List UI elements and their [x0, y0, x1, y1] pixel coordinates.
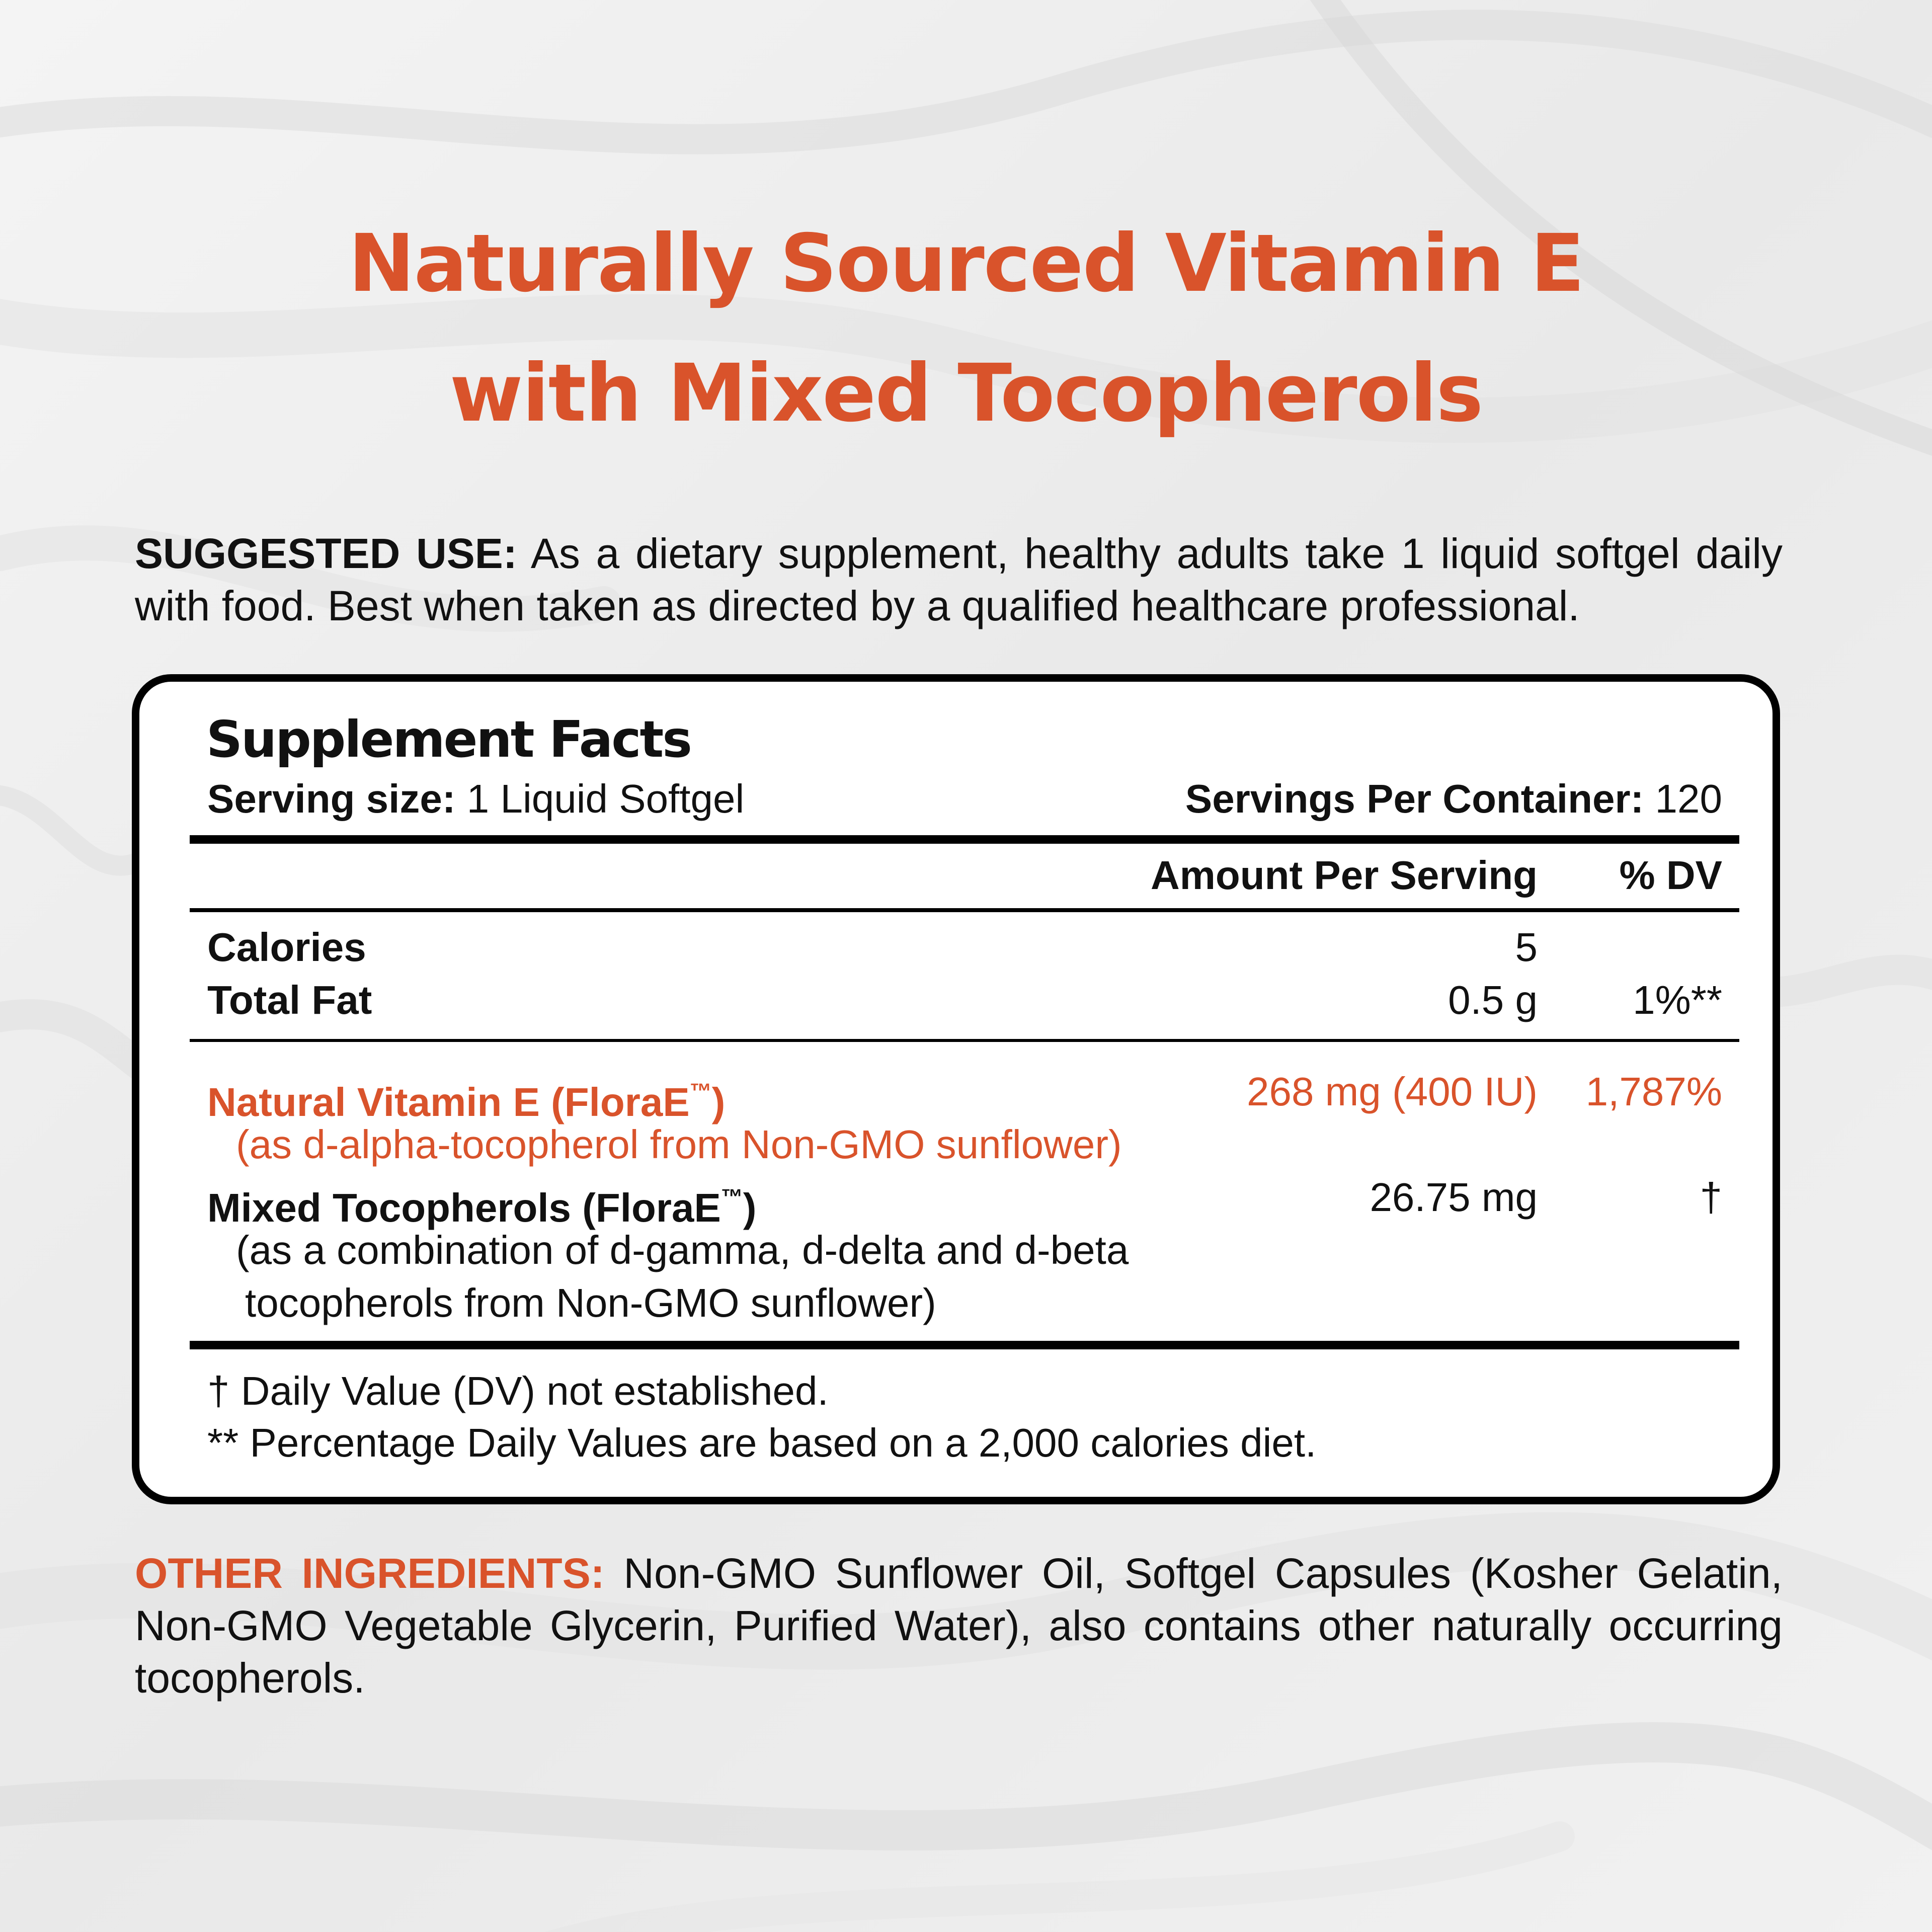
divider-header [190, 908, 1739, 912]
footnote-dv-not-established: † Daily Value (DV) not established. [207, 1369, 829, 1413]
supplement-facts-panel [132, 674, 1780, 1504]
vitamin-e-name [207, 1067, 725, 1128]
vitamin-e-dv: 1,787% [1585, 1069, 1722, 1114]
column-header-amount: Amount Per Serving [1150, 853, 1538, 898]
suggested-use-paragraph [135, 527, 1783, 632]
supplement-facts-heading: Supplement Facts [206, 710, 691, 769]
mixed-tocopherols-amount: 26.75 mg [1370, 1175, 1538, 1220]
title-line-1: Naturally Sourced Vitamin E [348, 217, 1584, 310]
vitamin-e-label: Natural Vitamin E (FloraE [207, 1080, 690, 1124]
other-ingredients-text: Non-GMO Sunflower Oil, Softgel Capsules (Kosher Gelatin, Non-GMO Vegetable Glycerin, Purified Water), also contains other naturally occurring tocopherols. [135, 1550, 1783, 1702]
servings-per-container-value: 120 [1644, 776, 1722, 821]
mixed-tocopherols-name [207, 1172, 757, 1233]
serving-size-value: 1 Liquid Softgel [455, 776, 745, 821]
mixed-tocopherols-source-line-1: (as a combination of d-gamma, d-delta and d-beta [236, 1228, 1129, 1272]
suggested-use-text: As a dietary supplement, healthy adults take 1 liquid softgel daily with food. Best when taken as directed by a qualified healthcare professional. [135, 530, 1783, 629]
page-title [0, 199, 1932, 458]
nutrient-name-total-fat: Total Fat [207, 978, 372, 1022]
serving-size-label: Serving size: [207, 776, 456, 821]
vitamin-e-close: ) [711, 1080, 726, 1124]
mixed-tocopherols-trademark: ™ [720, 1185, 743, 1210]
mixed-tocopherols-source-line-2: tocopherols from Non-GMO sunflower) [245, 1280, 936, 1325]
thick-divider-bottom [190, 1341, 1739, 1349]
footnote-percent-daily-values: ** Percentage Daily Values are based on a 2,000 calories diet. [207, 1420, 1317, 1465]
servings-per-container [1185, 774, 1722, 824]
mixed-tocopherols-label: Mixed Tocopherols (FloraE [207, 1185, 721, 1230]
servings-per-container-label: Servings Per Container: [1185, 776, 1644, 821]
column-header-dv: % DV [1619, 853, 1722, 898]
mixed-tocopherols-dv: † [1700, 1175, 1722, 1220]
suggested-use-label: SUGGESTED USE: [135, 530, 517, 577]
title-line-2: with Mixed Tocopherols [449, 347, 1483, 440]
serving-size [207, 774, 744, 824]
vitamin-e-source: (as d-alpha-tocopherol from Non-GMO sunflower) [236, 1122, 1122, 1167]
nutrient-dv-total-fat: 1%** [1633, 978, 1722, 1022]
vitamin-e-amount: 268 mg (400 IU) [1246, 1069, 1538, 1114]
thick-divider-top [190, 835, 1739, 844]
nutrient-amount-total-fat: 0.5 g [1448, 978, 1538, 1022]
other-ingredients-paragraph [135, 1547, 1783, 1704]
nutrient-name-calories: Calories [207, 925, 366, 970]
nutrient-amount-calories: 5 [1515, 925, 1538, 970]
mixed-tocopherols-close: ) [743, 1185, 757, 1230]
divider-middle [190, 1039, 1739, 1042]
vitamin-e-trademark: ™ [689, 1079, 712, 1104]
other-ingredients-label: OTHER INGREDIENTS: [135, 1550, 605, 1597]
